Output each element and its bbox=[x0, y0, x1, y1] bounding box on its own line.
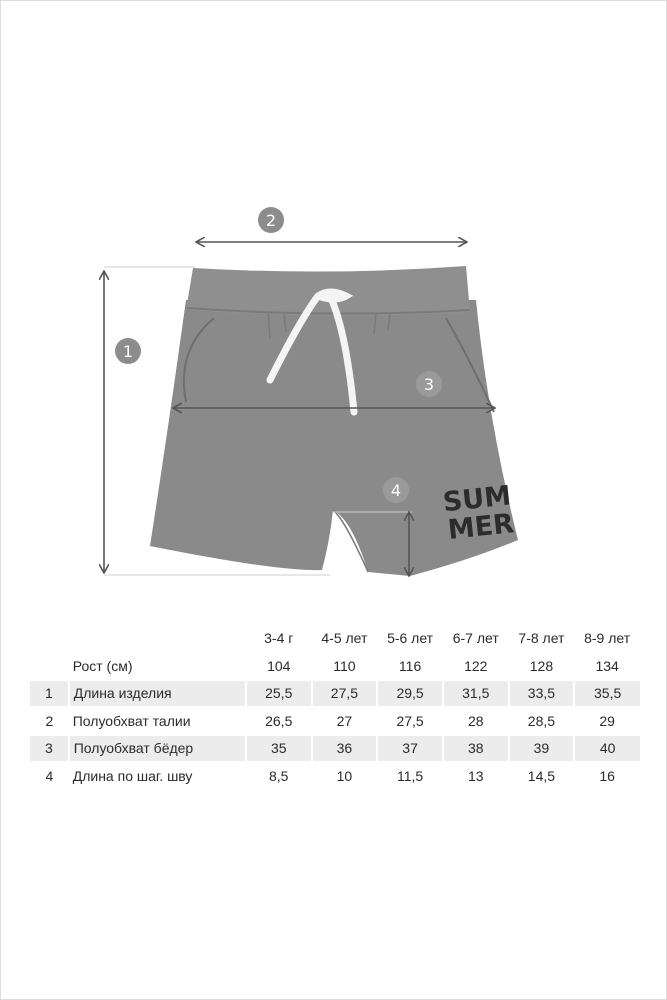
row-label: Рост (см) bbox=[69, 652, 246, 680]
table-cell: 26,5 bbox=[246, 707, 312, 735]
table-cell: 134 bbox=[574, 652, 640, 680]
table-cell: 27 bbox=[312, 707, 378, 735]
size-column-header: 6-7 лет bbox=[443, 625, 509, 652]
table-cell: 40 bbox=[574, 735, 640, 763]
table-cell: 104 bbox=[246, 652, 312, 680]
size-column-header: 5-6 лет bbox=[377, 625, 443, 652]
print-line-2: MER bbox=[446, 508, 516, 546]
svg-text:3: 3 bbox=[423, 375, 435, 394]
size-chart-table bbox=[30, 625, 640, 791]
table-cell: 31,5 bbox=[443, 680, 509, 708]
size-column-header: 4-5 лет bbox=[312, 625, 378, 652]
table-cell: 37 bbox=[377, 735, 443, 763]
row-label: Длина изделия bbox=[69, 680, 246, 708]
table-cell: 122 bbox=[443, 652, 509, 680]
table-cell: 27,5 bbox=[377, 707, 443, 735]
table-cell: 29 bbox=[574, 707, 640, 735]
table-row bbox=[30, 735, 640, 763]
marker-2 bbox=[258, 207, 284, 233]
row-label: Полуобхват бёдер bbox=[69, 735, 246, 763]
marker-1 bbox=[115, 338, 141, 364]
table-row bbox=[30, 680, 640, 708]
table-cell: 8,5 bbox=[246, 762, 312, 790]
table-row bbox=[30, 707, 640, 735]
size-column-header: 7-8 лет bbox=[509, 625, 575, 652]
table-cell: 110 bbox=[312, 652, 378, 680]
table-cell: 38 bbox=[443, 735, 509, 763]
row-number: 4 bbox=[30, 762, 69, 790]
table-cell: 128 bbox=[509, 652, 575, 680]
height-row bbox=[30, 652, 640, 680]
table-cell: 39 bbox=[509, 735, 575, 763]
table-cell: 35 bbox=[246, 735, 312, 763]
table-cell: 25,5 bbox=[246, 680, 312, 708]
svg-text:4: 4 bbox=[390, 481, 402, 500]
table-cell: 28,5 bbox=[509, 707, 575, 735]
table-cell: 116 bbox=[377, 652, 443, 680]
row-number: 3 bbox=[30, 735, 69, 763]
marker-3 bbox=[416, 371, 442, 397]
table-cell: 11,5 bbox=[377, 762, 443, 790]
table-cell: 36 bbox=[312, 735, 378, 763]
table-cell: 27,5 bbox=[312, 680, 378, 708]
size-column-header: 3-4 г bbox=[246, 625, 312, 652]
table-cell: 33,5 bbox=[509, 680, 575, 708]
row-number: 1 bbox=[30, 680, 69, 708]
row-label: Длина по шаг. шву bbox=[69, 762, 246, 790]
table-cell: 28 bbox=[443, 707, 509, 735]
svg-text:1: 1 bbox=[122, 342, 134, 361]
size-column-header: 8-9 лет bbox=[574, 625, 640, 652]
table-cell: 35,5 bbox=[574, 680, 640, 708]
table-cell: 16 bbox=[574, 762, 640, 790]
table-cell: 29,5 bbox=[377, 680, 443, 708]
row-number: 2 bbox=[30, 707, 69, 735]
table-cell: 13 bbox=[443, 762, 509, 790]
table-row bbox=[30, 762, 640, 790]
row-label: Полуобхват талии bbox=[69, 707, 246, 735]
print-line-1: SUM bbox=[441, 480, 513, 519]
size-header-row bbox=[30, 625, 640, 652]
svg-text:2: 2 bbox=[265, 211, 277, 230]
summer-print bbox=[441, 480, 515, 546]
table-cell: 10 bbox=[312, 762, 378, 790]
table-cell: 14,5 bbox=[509, 762, 575, 790]
marker-4 bbox=[383, 477, 409, 503]
